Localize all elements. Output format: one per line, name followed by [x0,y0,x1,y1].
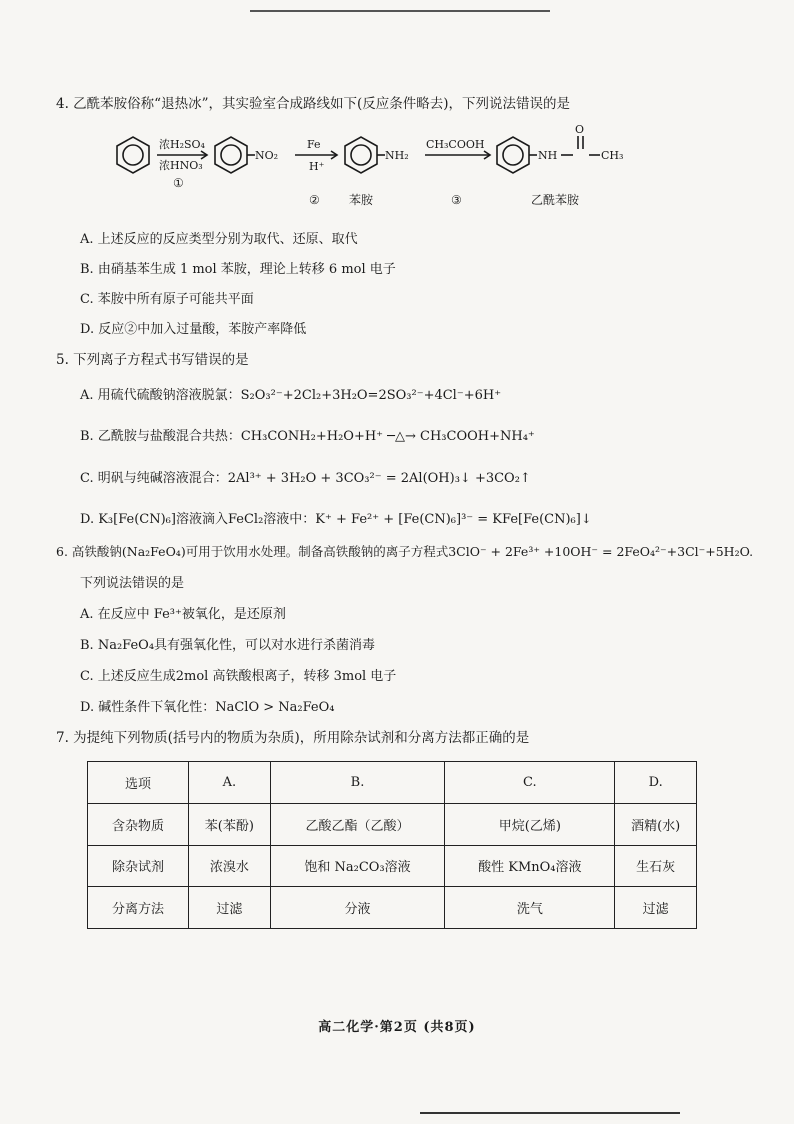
step2-number: ② [309,193,320,207]
table-cell: D. [615,762,697,804]
table-cell: 苯(苯酚) [189,803,271,845]
table-cell: 分离方法 [88,887,189,929]
q6-option-d: D. 碱性条件下氧化性：NaClO > Na₂FeO₄ [80,700,335,715]
q5-stem: 5. 下列离子方程式书写错误的是 [56,352,249,368]
bottom-scan-line [420,1112,680,1114]
q6-stem: 6. 高铁酸钠(Na₂FeO₄)可用于饮用水处理。制备高铁酸钠的离子方程式3ClO⁻ + 2Fe³⁺ +10OH⁻ = 2FeO₄²⁻+3Cl⁻+5H₂O. [56,544,754,559]
reaction-scheme [95,120,715,220]
table-cell: 除杂试剂 [88,845,189,887]
aniline-name: 苯胺 [349,193,374,207]
carbonyl-oxygen: O [575,123,585,136]
step1-number: ① [173,176,184,190]
table-row [88,803,697,845]
q6-stem-2: 下列说法错误的是 [80,576,185,591]
step3-reagent: CH₃COOH [426,138,485,151]
table-cell: B. [270,762,445,804]
q7-stem: 7. 为提纯下列物质(括号内的物质为杂质)，所用除杂试剂和分离方法都正确的是 [56,730,530,746]
table-cell: 选项 [88,762,189,804]
table-cell: 甲烷(乙烯) [445,803,615,845]
q4-option-c: C. 苯胺中所有原子可能共平面 [80,292,254,307]
q6-option-b: B. Na₂FeO₄具有强氧化性，可以对水进行杀菌消毒 [80,638,376,653]
q6-option-a: A. 在反应中 Fe³⁺被氧化，是还原剂 [80,607,286,622]
step1-reagent-top: 浓H₂SO₄ [159,138,205,151]
q4-option-b: B. 由硝基苯生成 1 mol 苯胺，理论上转移 6 mol 电子 [80,262,396,277]
q4-stem: 4. 乙酰苯胺俗称“退热冰”，其实验室合成路线如下(反应条件略去)，下列说法错误的是 [56,96,571,112]
table-cell: C. [445,762,615,804]
benzene-ring-2 [215,137,247,173]
table-cell: 酒精(水) [615,803,697,845]
q5-option-b: B. 乙酰胺与盐酸混合共热：CH₃CONH₂+H₂O+H⁺ ─△→ CH₃COOH+NH₄⁺ [80,429,535,444]
q6-option-c: C. 上述反应生成2mol 高铁酸根离子，转移 3mol 电子 [80,669,397,684]
purification-table [87,761,697,929]
table-cell: 洗气 [445,887,615,929]
table-cell: A. [189,762,271,804]
step2-reagent-top: Fe [307,138,321,151]
table-cell: 酸性 KMnO₄溶液 [445,845,615,887]
table-cell: 乙酸乙酯（乙酸） [270,803,445,845]
q4-option-d: D. 反应②中加入过量酸，苯胺产率降低 [80,322,307,337]
step3-number: ③ [451,193,462,207]
table-row [88,845,697,887]
table-row [88,887,697,929]
table-cell: 过滤 [189,887,271,929]
table-row [88,762,697,804]
table-cell: 过滤 [615,887,697,929]
page-footer: 高二化学·第2页 (共8页) [318,1020,476,1035]
q5-option-d: D. K₃[Fe(CN)₆]溶液滴入FeCl₂溶液中：K⁺ + Fe²⁺ + [Fe(CN)₆]³⁻ = KFe[Fe(CN)₆]↓ [80,512,592,527]
methyl-group: CH₃ [601,149,624,162]
amide-nh: NH [538,149,558,162]
product-name: 乙酰苯胺 [531,193,580,207]
benzene-ring-1 [117,137,149,173]
table-cell: 分液 [270,887,445,929]
table-cell: 含杂物质 [88,803,189,845]
aniline-group: NH₂ [385,149,409,162]
step1-reagent-bottom: 浓HNO₃ [159,159,203,172]
step2-reagent-bottom: H⁺ [309,160,325,173]
benzene-ring-4 [497,137,529,173]
table-cell: 浓溴水 [189,845,271,887]
nitro-group: NO₂ [255,149,279,162]
q5-option-c: C. 明矾与纯碱溶液混合：2Al³⁺ + 3H₂O + 3CO₃²⁻ = 2Al(OH)₃↓ +3CO₂↑ [80,471,531,486]
table-cell: 生石灰 [615,845,697,887]
top-scan-line [250,10,550,12]
table-cell: 饱和 Na₂CO₃溶液 [270,845,445,887]
q5-option-a: A. 用硫代硫酸钠溶液脱氯：S₂O₃²⁻+2Cl₂+3H₂O=2SO₃²⁻+4Cl⁻+6H⁺ [80,388,502,403]
benzene-ring-3 [345,137,377,173]
q4-option-a: A. 上述反应的反应类型分别为取代、还原、取代 [80,232,358,247]
